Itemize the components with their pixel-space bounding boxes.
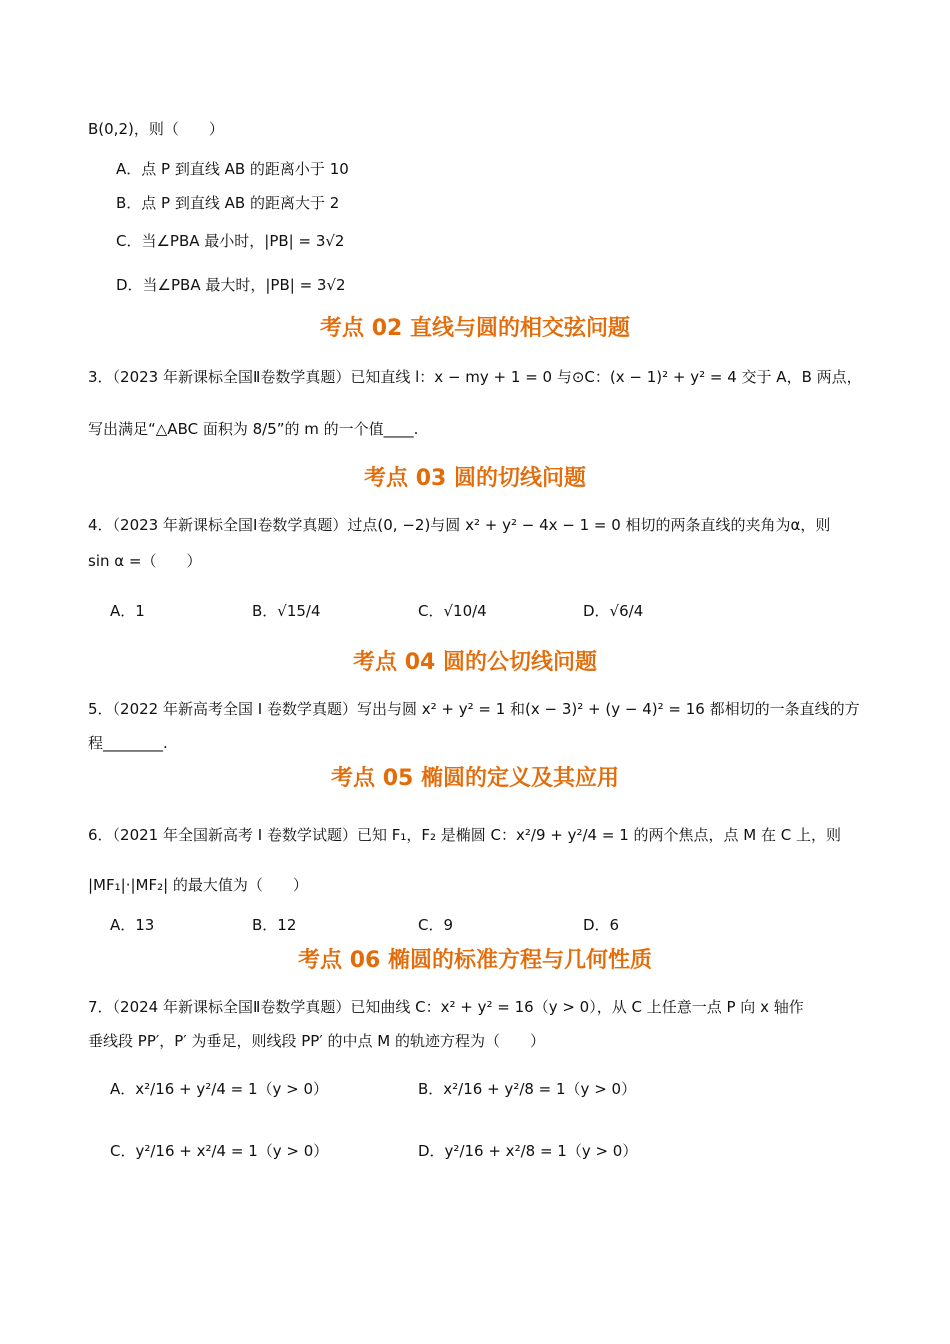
q7-option-c: C．y²/16 + x²/4 = 1（y > 0） [110, 1142, 329, 1160]
q2-option-b: B．点 P 到直线 AB 的距离大于 2 [116, 194, 340, 212]
q2-option-a: A．点 P 到直线 AB 的距离小于 10 [116, 160, 349, 178]
section-heading-03: 考点 03 圆的切线问题 [364, 466, 586, 491]
q6-option-a: A．13 [110, 916, 155, 934]
q4-option-a: A．1 [110, 602, 145, 620]
q7-option-b: B．x²/16 + y²/8 = 1（y > 0） [418, 1080, 637, 1098]
q4-option-c: C．√10/4 [418, 602, 487, 620]
q2-stem-tail: B(0,2)，则（ ） [88, 120, 224, 138]
q7-line-1: 7．（2024 年新课标全国Ⅱ卷数学真题）已知曲线 C：x² + y² = 16（y > 0），从 C 上任意一点 P 向 x 轴作 [88, 998, 804, 1016]
q4-option-b: B．√15/4 [252, 602, 321, 620]
q6-option-b: B．12 [252, 916, 297, 934]
q2-option-c: C．当∠PBA 最小时，|PB| = 3√2 [116, 232, 345, 250]
section-heading-02: 考点 02 直线与圆的相交弦问题 [320, 316, 630, 341]
q4-line-2: sin α =（ ） [88, 552, 202, 570]
section-heading-06: 考点 06 椭圆的标准方程与几何性质 [298, 948, 652, 973]
q5-line-1: 5．（2022 年新高考全国 I 卷数学真题）写出与圆 x² + y² = 1 和(x − 3)² + (y − 4)² = 16 都相切的一条直线的方 [88, 700, 860, 718]
q3-line-1: 3．（2023 年新课标全国Ⅱ卷数学真题）已知直线 l：x − my + 1 = 0 与⊙C：(x − 1)² + y² = 4 交于 A，B 两点， [88, 368, 862, 386]
q6-option-d: D．6 [583, 916, 620, 934]
section-heading-04: 考点 04 圆的公切线问题 [353, 650, 597, 675]
q3-line-2: 写出满足“△ABC 面积为 8/5”的 m 的一个值____. [88, 420, 419, 438]
q4-line-1: 4．（2023 年新课标全国Ⅰ卷数学真题）过点(0, −2)与圆 x² + y² − 4x − 1 = 0 相切的两条直线的夹角为α，则 [88, 516, 831, 534]
q7-option-a: A．x²/16 + y²/4 = 1（y > 0） [110, 1080, 329, 1098]
q6-option-c: C．9 [418, 916, 454, 934]
q7-option-d: D．y²/16 + x²/8 = 1（y > 0） [418, 1142, 638, 1160]
q6-line-1: 6．（2021 年全国新高考 I 卷数学试题）已知 F₁，F₂ 是椭圆 C：x²/9 + y²/4 = 1 的两个焦点，点 M 在 C 上，则 [88, 826, 841, 844]
section-heading-05: 考点 05 椭圆的定义及其应用 [331, 766, 619, 791]
q2-option-d: D．当∠PBA 最大时，|PB| = 3√2 [116, 276, 346, 294]
q4-option-d: D．√6/4 [583, 602, 644, 620]
q7-line-2: 垂线段 PP′，P′ 为垂足，则线段 PP′ 的中点 M 的轨迹方程为（ ） [88, 1032, 545, 1050]
q5-line-2: 程________. [88, 734, 168, 752]
q6-line-2: |MF₁|·|MF₂| 的最大值为（ ） [88, 876, 308, 894]
